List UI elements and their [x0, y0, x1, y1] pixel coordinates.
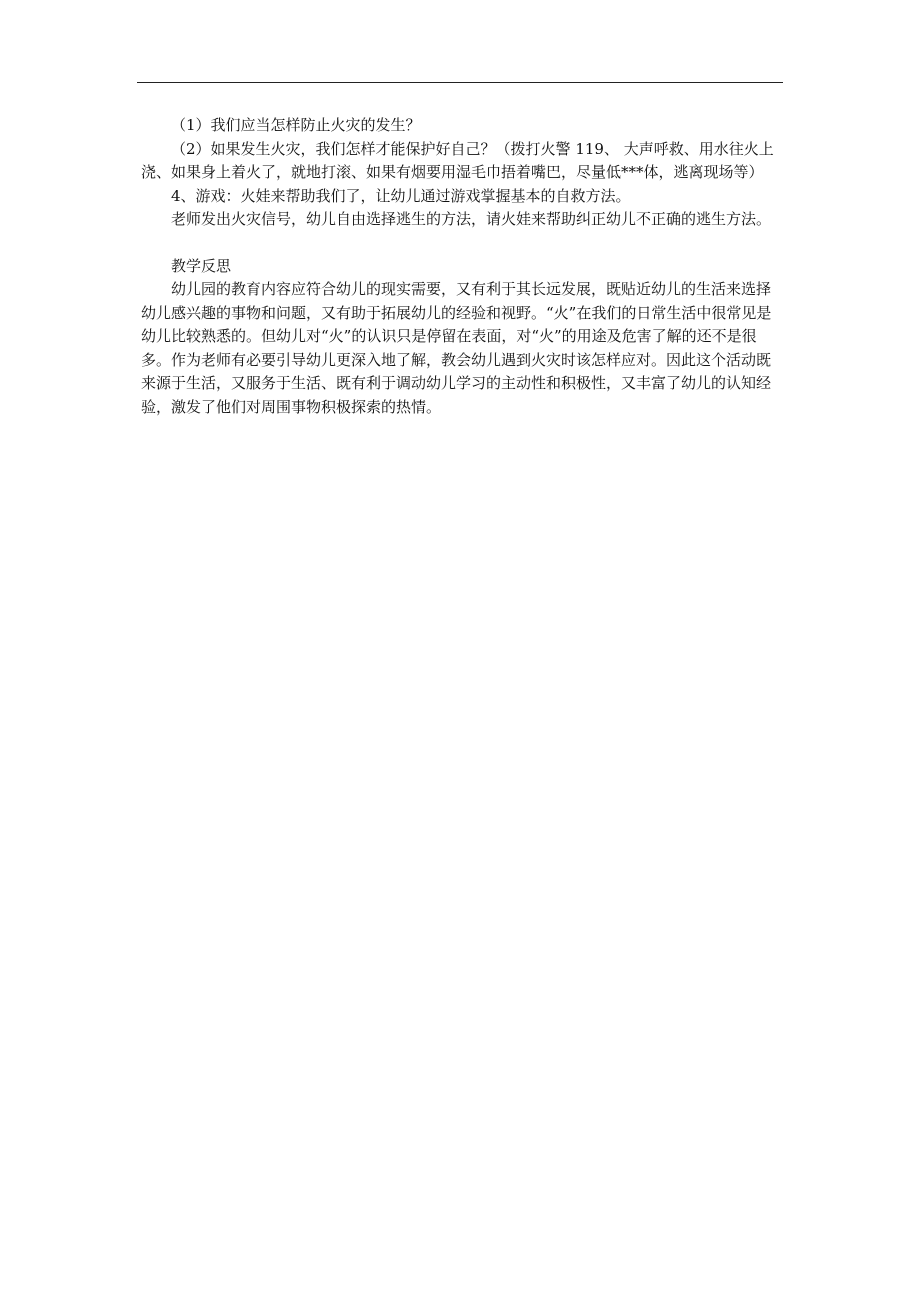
reflection-title: 教学反思	[171, 256, 232, 275]
game-step: 4、游戏：火娃来帮助我们了，让幼儿通过游戏掌握基本的自救方法。	[171, 186, 631, 205]
game-detail: 老师发出火灾信号，幼儿自由选择逃生的方法，请火娃来帮助纠正幼儿不正确的逃生方法。	[171, 210, 772, 228]
document-body	[141, 114, 783, 419]
reflection-body: 幼儿园的教育内容应符合幼儿的现实需要，又有利于其长远发展，既贴近幼儿的生活来选择幼儿感兴趣的事物和问题，又有助于拓展幼儿的经验和视野。“火”在我们的日常生活中很常见是幼儿比较熟悉的。但幼儿对“火”的认识只是停留在表面，对“火”的用途及危害了解的还不是很多。作为老师有必要引导幼儿更深入地了解，教会幼儿遇到火灾时该怎样应对。因此这个活动既来源于生活，又服务于生活、既有利于调动幼儿学习的主动性和积极性，又丰富了幼儿的认知经验，激发了他们对周围事物积极探索的热情。	[141, 280, 772, 416]
header-rule	[137, 82, 783, 83]
question-1: （1）我们应当怎样防止火灾的发生？	[171, 116, 421, 134]
question-2: （2）如果发生火灾，我们怎样才能保护好自己？（拨打火警 119、 大声呼救、用水往火上浇、如果身上着火了，就地打滚、如果有烟要用湿毛巾捂着嘴巴，尽量低***体，逃离现场等）	[141, 139, 774, 181]
